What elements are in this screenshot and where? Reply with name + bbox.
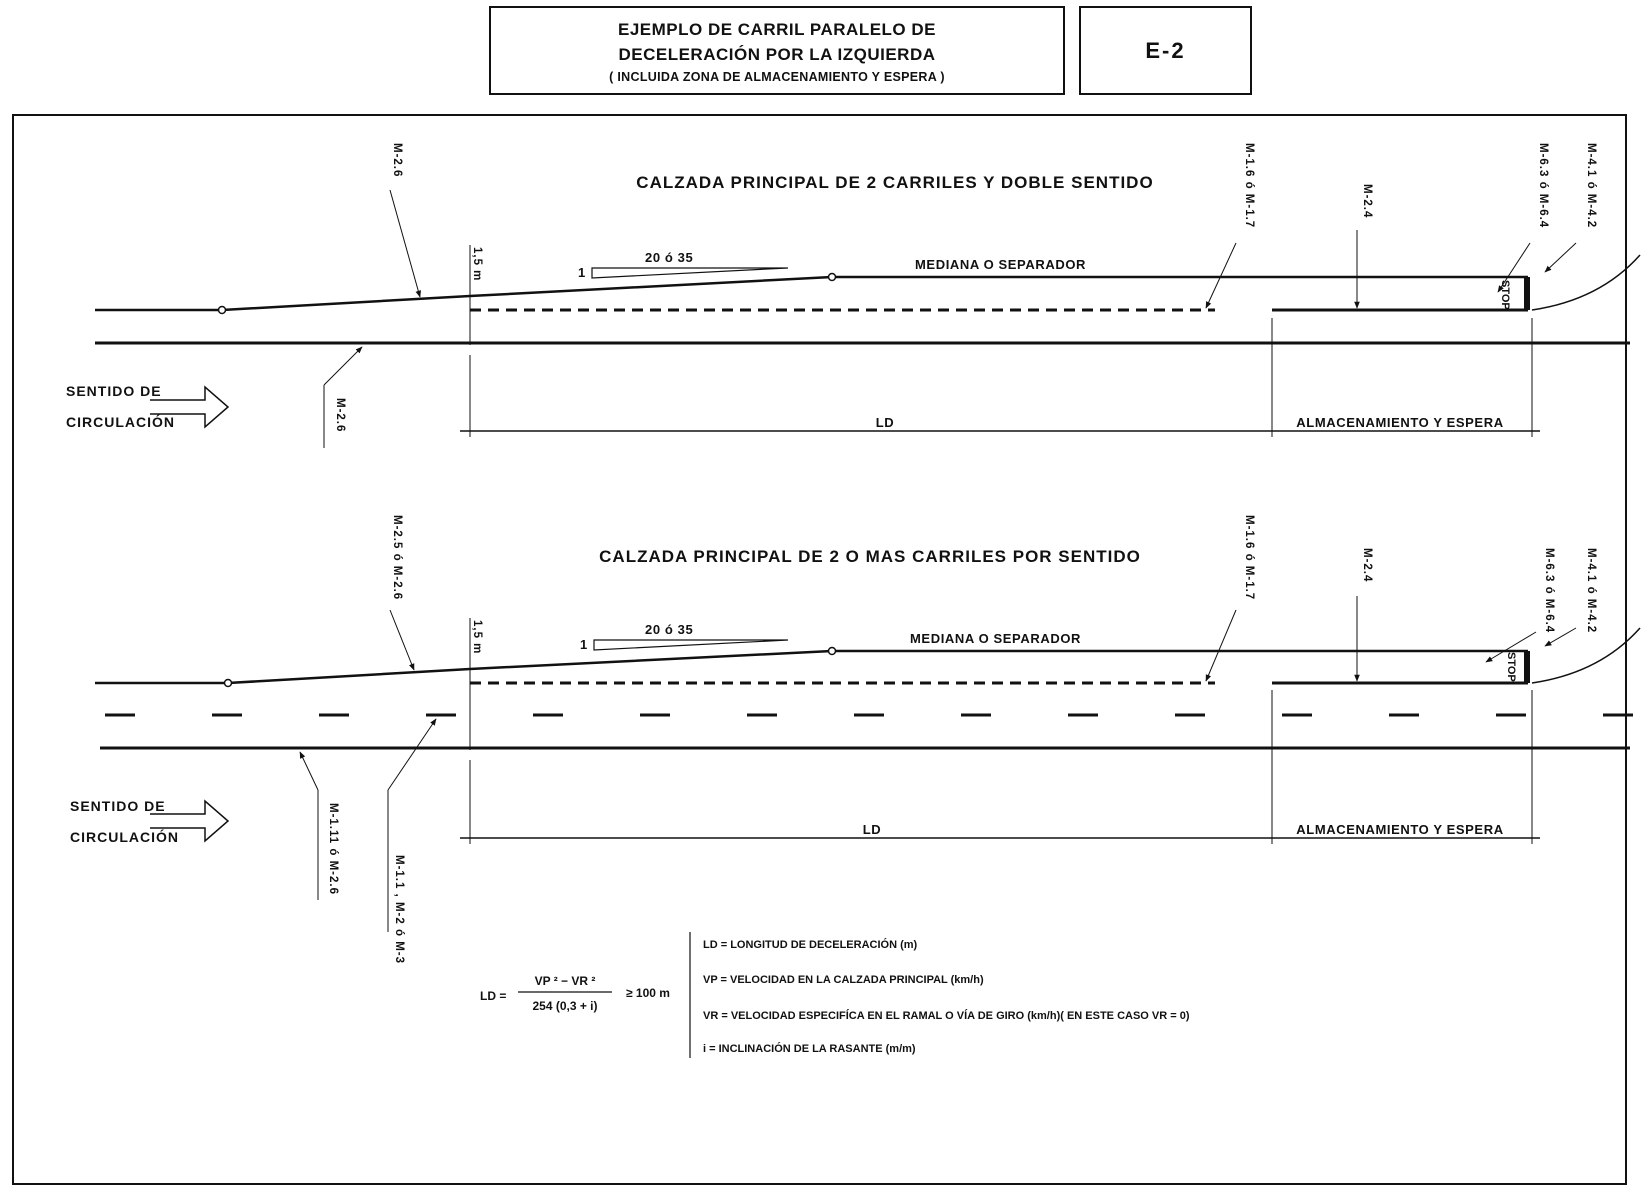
bottom-median-edge [95, 651, 1528, 683]
top-heading: CALZADA PRINCIPAL DE 2 CARRILES Y DOBLE SENTIDO [636, 173, 1154, 192]
bottom-taper-triangle [594, 640, 788, 650]
top-mark-edge: M-2.6 [334, 398, 346, 433]
top-median-label: MEDIANA O SEPARADOR [915, 257, 1087, 272]
bottom-mark-dashed: M-1.6 ó M-1.7 [1243, 515, 1255, 601]
top-direction-1: SENTIDO DE [66, 383, 162, 399]
bottom-mark-edge-leader [300, 752, 318, 790]
bottom-mark-dashed-leader [1206, 610, 1236, 681]
bottom-mark-lane: M-1.1 , M-2 ó M-3 [393, 855, 405, 965]
bottom-heading: CALZADA PRINCIPAL DE 2 O MAS CARRILES POR SENTIDO [599, 547, 1141, 566]
bottom-mark-taper-leader [390, 610, 414, 670]
top-stop-bar [1524, 277, 1530, 310]
top-ratio-1: 1 [578, 265, 586, 280]
top-mark-arrow: M-4.1 ó M-4.2 [1585, 143, 1597, 229]
section-bottom [70, 515, 1640, 964]
title-line-2: DECELERACIÓN POR LA IZQUIERDA [618, 45, 936, 64]
bottom-mark-taper: M-2.5 ó M-2.6 [391, 515, 403, 601]
top-ratio-2: 20 ó 35 [645, 250, 694, 265]
top-mark-taper: M-2.6 [391, 143, 403, 178]
formula-block [480, 932, 1190, 1058]
top-mark-edge-leader [324, 347, 362, 385]
formula-def-ld: LD = LONGITUD DE DECELERACIÓN (m) [703, 939, 918, 951]
top-mark-dashed: M-1.6 ó M-1.7 [1243, 143, 1255, 229]
bottom-mark-stopline: M-2.4 [1361, 548, 1373, 583]
top-turn-curve [1532, 255, 1640, 310]
bottom-taper-end-node [829, 648, 836, 655]
bottom-stop-text: STOP [1505, 652, 1517, 682]
top-stop-text: STOP [1499, 280, 1511, 310]
bottom-taper-start-node [225, 680, 232, 687]
formula-lhs: LD = [480, 989, 507, 1003]
formula-denominator: 254 (0,3 + i) [532, 999, 598, 1013]
top-mark-taper-leader [390, 190, 420, 297]
bottom-turn-curve [1532, 628, 1640, 683]
bottom-stop-bar [1524, 651, 1530, 683]
bottom-ratio-2: 20 ó 35 [645, 622, 694, 637]
bottom-direction-1: SENTIDO DE [70, 798, 166, 814]
top-mark-stop-word: M-6.3 ó M-6.4 [1537, 143, 1549, 229]
bottom-storage-label: ALMACENAMIENTO Y ESPERA [1296, 822, 1504, 837]
top-taper-start-node [219, 307, 226, 314]
top-mark-arrow-leader [1545, 243, 1576, 272]
top-storage-label: ALMACENAMIENTO Y ESPERA [1296, 415, 1504, 430]
formula-inequality: ≥ 100 m [626, 986, 670, 1000]
top-median-edge [95, 277, 1528, 310]
formula-def-vr: VR = VELOCIDAD ESPECIFÍCA EN EL RAMAL O VÍA DE GIRO (km/h)( EN ESTE CASO VR = 0) [703, 1010, 1190, 1022]
drawing-code: E-2 [1145, 37, 1186, 63]
bottom-mark-stop-word: M-6.3 ó M-6.4 [1543, 548, 1555, 634]
formula-def-i: i = INCLINACIÓN DE LA RASANTE (m/m) [703, 1043, 916, 1055]
bottom-ld-label: LD [862, 822, 882, 837]
bottom-direction-2: CIRCULACIÓN [70, 829, 179, 845]
bottom-median-label: MEDIANA O SEPARADOR [910, 631, 1082, 646]
title-line-1: EJEMPLO DE CARRIL PARALELO DE [617, 20, 936, 39]
bottom-mark-lane-leader [388, 719, 436, 790]
top-taper-end-node [829, 274, 836, 281]
bottom-offset-label: 1,5 m [471, 620, 483, 655]
title-line-3: ( INCLUIDA ZONA DE ALMACENAMIENTO Y ESPERA ) [609, 70, 945, 84]
top-offset-label: 1,5 m [471, 247, 483, 282]
bottom-ratio-1: 1 [580, 637, 588, 652]
top-ld-label: LD [875, 415, 895, 430]
top-mark-dashed-leader [1206, 243, 1236, 308]
top-mark-stopline: M-2.4 [1361, 184, 1373, 219]
bottom-mark-arrow: M-4.1 ó M-4.2 [1585, 548, 1597, 634]
section-top [66, 143, 1640, 448]
formula-numerator: VP ² − VR ² [534, 974, 596, 988]
top-direction-2: CIRCULACIÓN [66, 414, 175, 430]
formula-def-vp: VP = VELOCIDAD EN LA CALZADA PRINCIPAL (km/h) [703, 974, 984, 986]
bottom-mark-edge: M-1.11 ó M-2.6 [327, 803, 339, 895]
top-taper-triangle [592, 268, 788, 278]
